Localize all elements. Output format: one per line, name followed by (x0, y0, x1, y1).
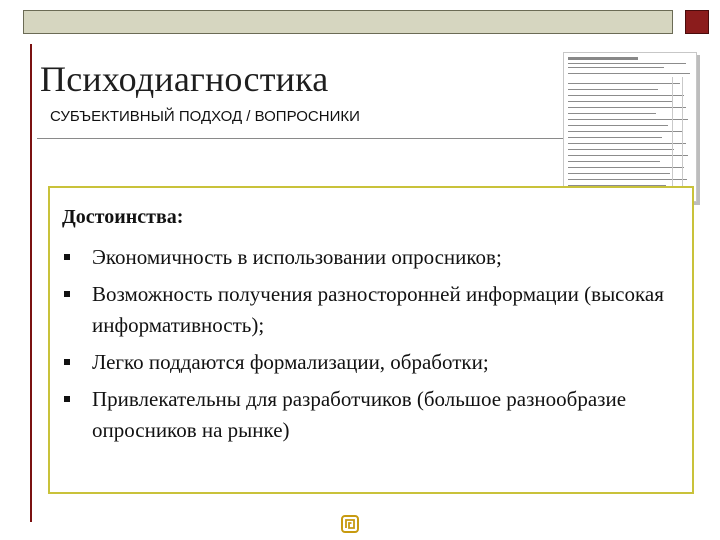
square-bullet-icon (64, 254, 70, 260)
list-item-text: Привлекательны для разработчиков (большое разнообразие опросников на рынке) (92, 387, 627, 442)
top-decor-bar (23, 10, 673, 34)
slide-title: Психодиагностика (40, 59, 329, 99)
list-item-text: Легко поддаются формализации, обработки; (92, 350, 489, 374)
questionnaire-thumbnail-image (563, 52, 697, 202)
advantages-list (62, 242, 682, 452)
advantages-box (48, 186, 694, 494)
square-bullet-icon (64, 396, 70, 402)
list-item (62, 242, 682, 273)
advantages-heading: Достоинства: (62, 206, 184, 228)
list-item (62, 347, 682, 378)
square-bullet-icon (64, 291, 70, 297)
spiral-logo-icon (341, 515, 359, 533)
list-item (62, 279, 682, 341)
top-decor-square (685, 10, 709, 34)
list-item-text: Экономичность в использовании опросников; (92, 245, 502, 269)
left-accent-line (30, 44, 32, 522)
slide-subtitle: СУБЪЕКТИВНЫЙ ПОДХОД / ВОПРОСНИКИ (50, 108, 360, 125)
square-bullet-icon (64, 359, 70, 365)
list-item (62, 384, 682, 446)
list-item-text: Возможность получения разносторонней информации (высокая информативность); (92, 282, 664, 337)
